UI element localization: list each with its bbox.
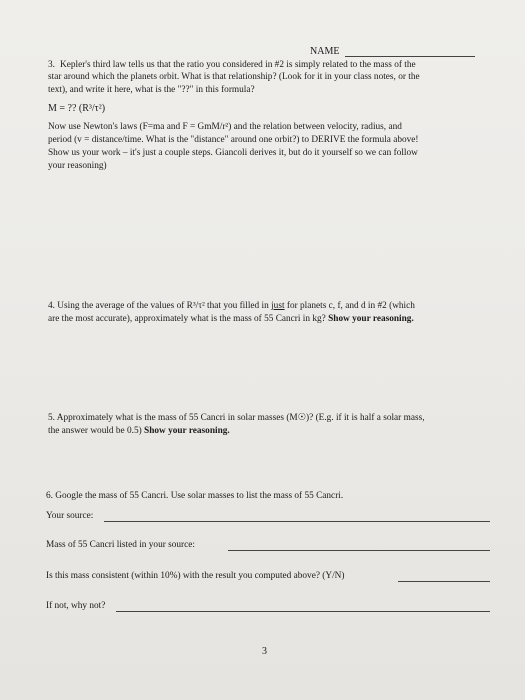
q6-why-label: If not, why not? <box>46 601 106 611</box>
q4-just-emphasis: just <box>271 301 285 311</box>
q4-line-1-start: 4. Using the average of the values of R³/τ² that you filled in <box>48 301 272 311</box>
q3-number: 3. <box>48 60 55 70</box>
q3-line-7: your reasoning) <box>48 161 107 171</box>
page-number: 3 <box>262 646 267 657</box>
q5-show-reasoning: Show your reasoning. <box>144 426 230 436</box>
q3-line-6: Show us your work – it's just a couple steps. Giancoli derives it, but do it yourself so we can follow <box>48 148 418 158</box>
q3-line-2: star around which the planets orbit. What is that relationship? (Look for it in your class notes, or the <box>48 72 420 82</box>
q6-consistent-label: Is this mass consistent (within 10%) with the result you computed above? (Y/N) <box>46 571 345 581</box>
q4-line-1-end: for planets c, f, and d in #2 (which <box>284 301 415 311</box>
q5-line-2-start: the answer would be 0.5) <box>48 426 145 436</box>
q4-line-2-start: are the most accurate), approximately what is the mass of 55 Cancri in kg? <box>48 314 329 324</box>
q6-line-1: 6. Google the mass of 55 Cancri. Use solar masses to list the mass of 55 Cancri. <box>46 491 344 501</box>
listed-mass-field[interactable] <box>228 550 490 551</box>
q4-line-1 <box>48 301 415 312</box>
q6-source-label: Your source: <box>46 511 94 521</box>
why-not-field[interactable] <box>116 611 490 612</box>
q4-show-reasoning: Show your reasoning. <box>328 314 414 324</box>
name-field[interactable] <box>345 56 475 57</box>
q3-formula: M = ?? (R³/τ²) <box>48 103 106 114</box>
q5-line-1: 5. Approximately what is the mass of 55 Cancri in solar masses (M☉)? (E.g. if it is half a solar mass, <box>48 413 425 423</box>
q5-line-2 <box>48 426 230 437</box>
q3-line-5: period (v = distance/time. What is the "distance" around one orbit?) to DERIVE the formula above! <box>48 135 419 145</box>
q3-line-1: Kepler's third law tells us that the ratio you considered in #2 is simply related to the mass of the <box>60 60 416 70</box>
consistent-yn-field[interactable] <box>398 581 490 582</box>
q3-line-3: text), and write it here, what is the "??" in this formula? <box>48 85 255 95</box>
q6-mass-label: Mass of 55 Cancri listed in your source: <box>46 540 195 550</box>
q3-line-4: Now use Newton's laws (F=ma and F = GmM/r²) and the relation between velocity, radius, and <box>48 122 402 132</box>
q4-line-2 <box>48 314 414 325</box>
source-field[interactable] <box>104 521 490 522</box>
name-label: NAME <box>310 46 340 57</box>
